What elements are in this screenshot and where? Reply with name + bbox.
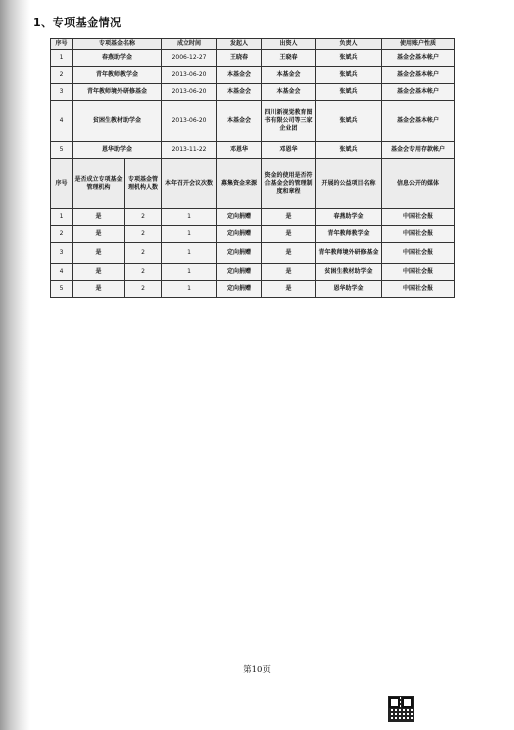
table1-cell: 2013-06-20 xyxy=(162,84,217,101)
table2-row xyxy=(51,209,455,226)
table1-header-cell: 发起人 xyxy=(217,39,262,50)
table2-cell: 是 xyxy=(73,264,125,281)
table1-header-cell: 出资人 xyxy=(262,39,316,50)
table1-cell: 基金会基本帐户 xyxy=(382,50,455,67)
table2-cell: 2 xyxy=(125,281,162,298)
table2-row xyxy=(51,226,455,243)
table2-header-cell: 是否成立专项基金管理机构 xyxy=(73,159,125,209)
table1-cell: 基金会基本帐户 xyxy=(382,84,455,101)
table2-cell: 是 xyxy=(73,209,125,226)
table1-cell: 2013-06-20 xyxy=(162,101,217,142)
table1-cell: 2013-06-20 xyxy=(162,67,217,84)
table2-cell: 青年教师教学金 xyxy=(316,226,382,243)
table1-header-cell: 成立时间 xyxy=(162,39,217,50)
table1-cell: 邓恩华 xyxy=(262,142,316,159)
table1-cell: 张斌兵 xyxy=(316,67,382,84)
table2-cell: 是 xyxy=(262,226,316,243)
table2-cell: 2 xyxy=(125,226,162,243)
table1-cell: 张斌兵 xyxy=(316,101,382,142)
table1-cell: 基金会基本帐户 xyxy=(382,67,455,84)
table2-cell: 定向捐赠 xyxy=(217,243,262,264)
table2-cell: 定向捐赠 xyxy=(217,264,262,281)
table2-cell: 2 xyxy=(125,243,162,264)
table1-cell: 本基金会 xyxy=(262,67,316,84)
table2-cell: 1 xyxy=(162,209,217,226)
table2-cell: 1 xyxy=(162,281,217,298)
table1-header-cell: 专项基金名称 xyxy=(73,39,162,50)
section-title: 1、专项基金情况 xyxy=(33,16,122,29)
table2-cell: 1 xyxy=(162,264,217,281)
table2-cell: 5 xyxy=(51,281,73,298)
table2-cell: 1 xyxy=(162,243,217,264)
table1-cell: 张斌兵 xyxy=(316,50,382,67)
page-edge-shadow xyxy=(0,0,30,730)
table2-cell: 1 xyxy=(51,209,73,226)
table2-cell: 2 xyxy=(51,226,73,243)
table2-cell: 是 xyxy=(73,243,125,264)
table2-row xyxy=(51,264,455,281)
table1-cell: 恩华助学金 xyxy=(73,142,162,159)
table2-cell: 是 xyxy=(262,264,316,281)
table1-cell: 2 xyxy=(51,67,73,84)
table1-cell: 本基金会 xyxy=(217,101,262,142)
table1-row xyxy=(51,67,455,84)
table2-cell: 定向捐赠 xyxy=(217,209,262,226)
table1-cell: 张斌兵 xyxy=(316,84,382,101)
table2-header-cell: 专项基金管理机构人数 xyxy=(125,159,162,209)
table1-row xyxy=(51,101,455,142)
table2-header-cell: 资金的使用是否符合基金会的管理制度和章程 xyxy=(262,159,316,209)
table2-header-cell: 募集资金来源 xyxy=(217,159,262,209)
qr-code-icon xyxy=(388,696,414,722)
table1-row xyxy=(51,50,455,67)
table1-cell: 本基金会 xyxy=(217,84,262,101)
table2-cell: 中国社会报 xyxy=(382,264,455,281)
table1-header-cell: 序号 xyxy=(51,39,73,50)
table1-cell: 张斌兵 xyxy=(316,142,382,159)
table2-cell: 中国社会报 xyxy=(382,226,455,243)
table1-cell: 1 xyxy=(51,50,73,67)
table2-cell: 青年教师境外研修基金 xyxy=(316,243,382,264)
table1-cell: 王晓春 xyxy=(217,50,262,67)
table1-cell: 王晓春 xyxy=(262,50,316,67)
table2-cell: 贫困生教材助学金 xyxy=(316,264,382,281)
table2-row xyxy=(51,243,455,264)
table2-cell: 3 xyxy=(51,243,73,264)
table2-cell: 中国社会报 xyxy=(382,243,455,264)
table1-header-cell: 负责人 xyxy=(316,39,382,50)
table2-cell: 春燕助学金 xyxy=(316,209,382,226)
table2-cell: 1 xyxy=(162,226,217,243)
table1-cell: 基金会专用存款帐户 xyxy=(382,142,455,159)
table1-header-cell: 使用账户性质 xyxy=(382,39,455,50)
table2-cell: 定向捐赠 xyxy=(217,281,262,298)
table2-cell: 是 xyxy=(73,226,125,243)
table2-cell: 是 xyxy=(262,243,316,264)
table1-cell: 2013-11-22 xyxy=(162,142,217,159)
table2-cell: 4 xyxy=(51,264,73,281)
table1-row xyxy=(51,142,455,159)
table1-cell: 春燕助学金 xyxy=(73,50,162,67)
table1-cell: 本基金会 xyxy=(262,84,316,101)
table2-cell: 是 xyxy=(73,281,125,298)
table1-row xyxy=(51,84,455,101)
table1-cell: 四川新视觉教育图书有限公司等三家企业团 xyxy=(262,101,316,142)
table1-cell: 邓恩华 xyxy=(217,142,262,159)
table2-cell: 中国社会报 xyxy=(382,209,455,226)
table1-cell: 5 xyxy=(51,142,73,159)
special-fund-table xyxy=(50,38,455,298)
table2-cell: 中国社会报 xyxy=(382,281,455,298)
table1-cell: 青年教师教学金 xyxy=(73,67,162,84)
table2-row xyxy=(51,281,455,298)
table2-header-cell: 信息公开的媒体 xyxy=(382,159,455,209)
table2-header-cell: 开展的公益项目名称 xyxy=(316,159,382,209)
page-number: 第10页 xyxy=(243,665,271,675)
table2-cell: 是 xyxy=(262,209,316,226)
table1-cell: 基金会基本帐户 xyxy=(382,101,455,142)
table2-header-cell: 序号 xyxy=(51,159,73,209)
table2-cell: 2 xyxy=(125,209,162,226)
table1-cell: 本基金会 xyxy=(217,67,262,84)
table1-header-row xyxy=(51,39,455,50)
table2-header-cell: 本年召开会议次数 xyxy=(162,159,217,209)
table2-cell: 恩华助学金 xyxy=(316,281,382,298)
table1-cell: 青年教师境外研修基金 xyxy=(73,84,162,101)
table2-cell: 是 xyxy=(262,281,316,298)
table1-cell: 4 xyxy=(51,101,73,142)
table1-cell: 2006-12-27 xyxy=(162,50,217,67)
table1-cell: 贫困生教材助学金 xyxy=(73,101,162,142)
table1-cell: 3 xyxy=(51,84,73,101)
table2-cell: 定向捐赠 xyxy=(217,226,262,243)
table2-cell: 2 xyxy=(125,264,162,281)
table2-header-row xyxy=(51,159,455,209)
